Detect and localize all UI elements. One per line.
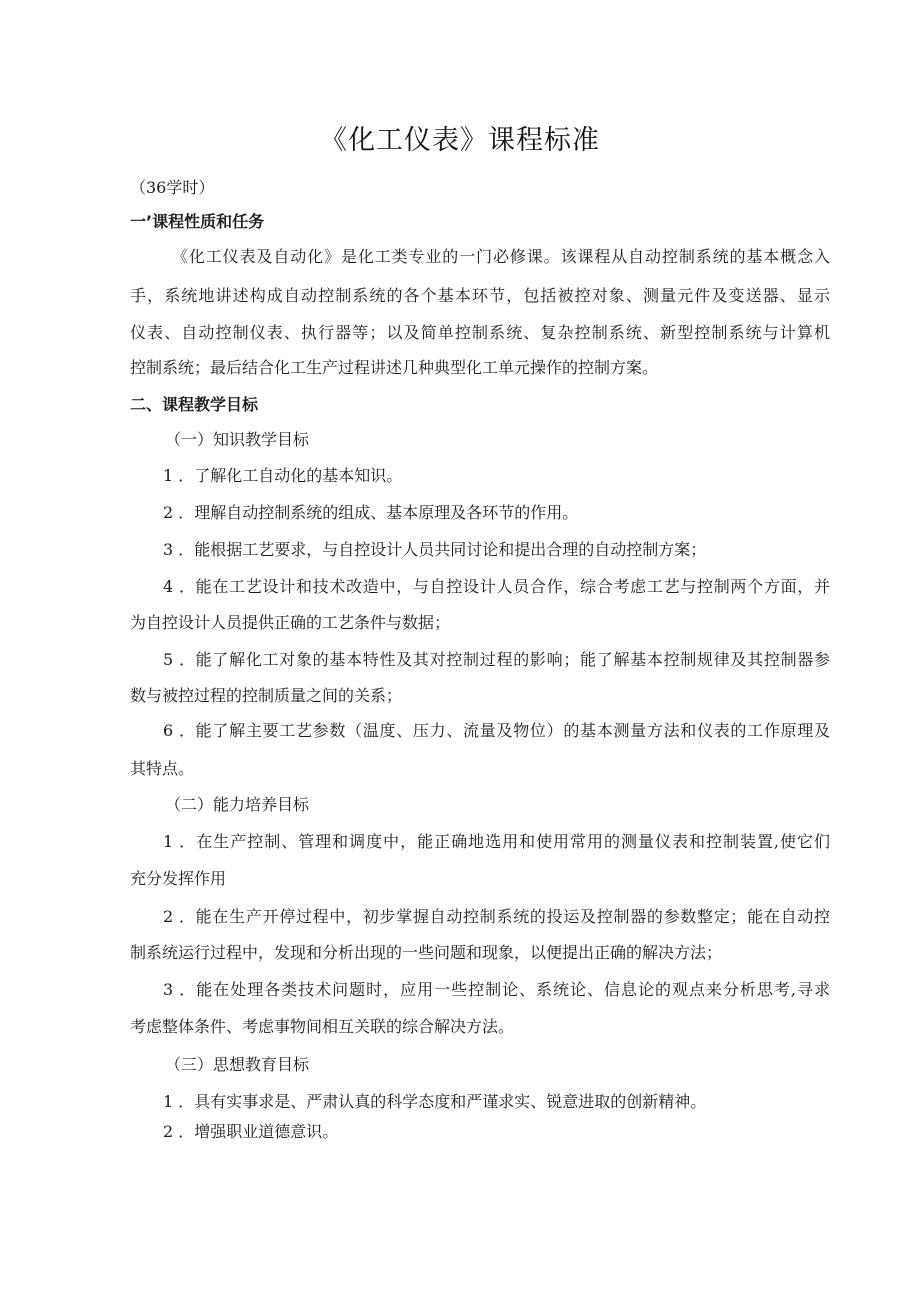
list-item-continuation: 数与被控过程的控制质量之间的关系； xyxy=(130,686,403,705)
list-item-continuation: 充分发挥作用 xyxy=(130,869,227,888)
list-item: 5 ．能了解化工对象的基本特性及其对控制过程的影响；能了解基本控制规律及其控制器参 xyxy=(163,650,830,669)
subsection-heading-ideology: （三）思想教育目标 xyxy=(165,1055,310,1074)
subsection-heading-ability: （二）能力培养目标 xyxy=(165,795,310,814)
list-item: 2 ．理解自动控制系统的组成、基本原理及各环节的作用。 xyxy=(163,503,579,522)
list-item: 4 ．能在工艺设计和技术改造中，与自控设计人员合作，综合考虑工艺与控制两个方面，并 xyxy=(163,577,830,596)
paragraph-line: 仪表、自动控制仪表、执行器等；以及简单控制系统、复杂控制系统、新型控制系统与计算机 xyxy=(130,323,830,342)
paragraph-line: 手，系统地讲述构成自动控制系统的各个基本环节，包括被控对象、测量元件及变送器、显示 xyxy=(130,286,830,305)
list-item-continuation: 考虑整体条件、考虑事物间相互关联的综合解决方法。 xyxy=(130,1017,515,1036)
paragraph-line: 控制系统；最后结合化工生产过程讲述几种典型化工单元操作的控制方案。 xyxy=(130,358,659,377)
list-item: 2 ．增强职业道德意识。 xyxy=(163,1122,339,1141)
list-item: 1 ．了解化工自动化的基本知识。 xyxy=(163,466,403,485)
subsection-heading-knowledge: （一）知识教学目标 xyxy=(165,430,310,449)
paragraph-line: 《化工仪表及自动化》是化工类专业的一门必修课。该课程从自动控制系统的基本概念入 xyxy=(172,247,830,266)
document-title: 《化工仪表》课程标准 xyxy=(320,125,600,156)
list-item-continuation: 其特点。 xyxy=(130,759,195,778)
list-item-continuation: 为自控设计人员提供正确的工艺条件与数据； xyxy=(130,613,451,632)
list-item: 2 ．能在生产开停过程中，初步掌握自动控制系统的投运及控制器的参数整定；能在自动控 xyxy=(163,907,830,926)
list-item: 3 ．能根据工艺要求，与自控设计人员共同讨论和提出合理的自动控制方案； xyxy=(163,540,707,559)
course-hours: （36学时） xyxy=(130,178,215,197)
list-item: 1 ．具有实事求是、严肃认真的科学态度和严谨求实、锐意进取的创新精神。 xyxy=(163,1092,707,1111)
list-item: 3 ．能在处理各类技术问题时，应用一些控制论、系统论、信息论的观点来分析思考,寻求 xyxy=(163,980,830,999)
list-item-continuation: 制系统运行过程中，发现和分析出现的一些问题和现象，以便提出正确的解决方法； xyxy=(130,943,723,962)
section-heading-nature: 一’课程性质和任务 xyxy=(130,212,265,231)
list-item: 6 ．能了解主要工艺参数（温度、压力、流量及物位）的基本测量方法和仪表的工作原理及 xyxy=(163,721,830,740)
section-heading-objectives: 二、课程教学目标 xyxy=(130,395,259,414)
list-item: 1 ．在生产控制、管理和调度中，能正确地选用和使用常用的测量仪表和控制装置,使它们 xyxy=(163,832,830,851)
